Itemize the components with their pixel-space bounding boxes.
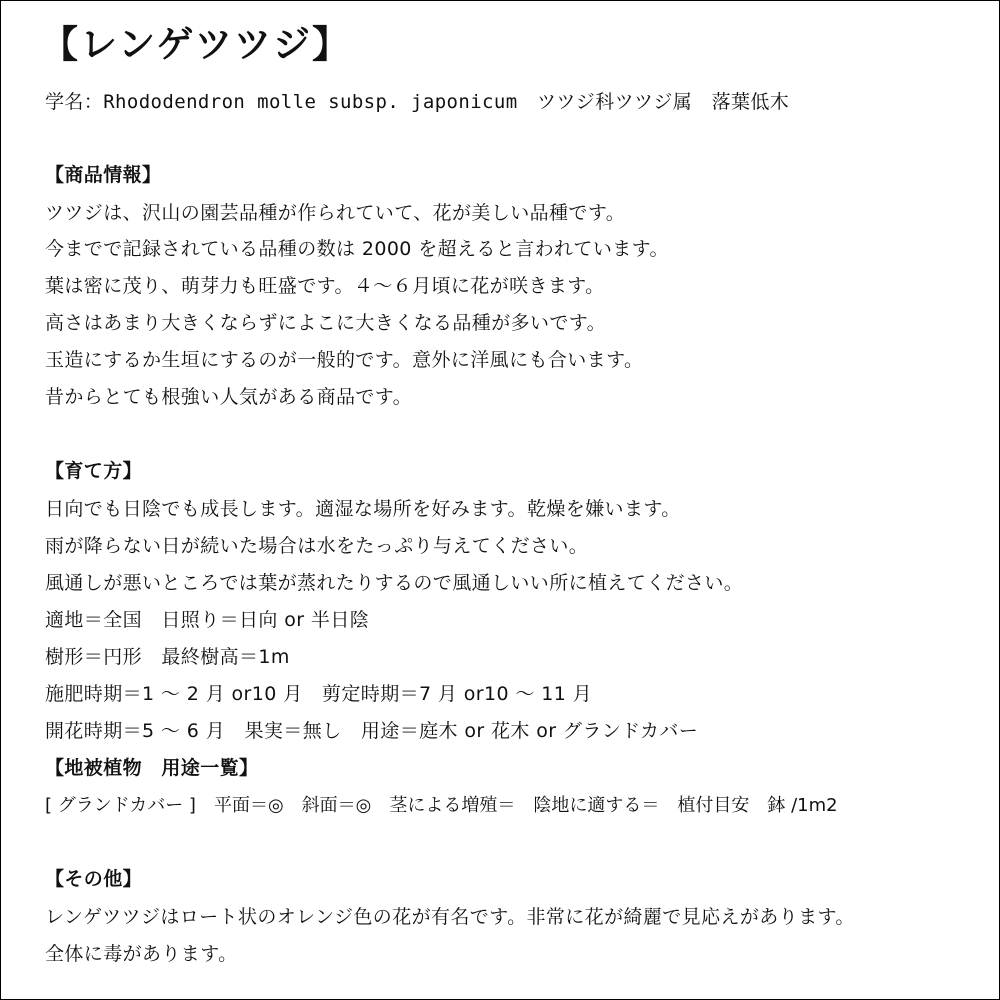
other-heading: 【その他】 bbox=[45, 868, 143, 890]
care-line: 風通しが悪いところでは葉が蒸れたりするので風通しいい所に植えてください。 bbox=[45, 572, 744, 594]
product-info-line: 玉造にするか生垣にするのが一般的です。意外に洋風にも合います。 bbox=[45, 349, 644, 371]
groundcover-heading: 【地被植物 用途一覧】 bbox=[45, 757, 259, 779]
care-line: 日向でも日陰でも成長します。適湿な場所を好みます。乾燥を嫌います。 bbox=[45, 498, 681, 520]
care-line: 開花時期＝5 ～ 6 月 果実＝無し 用途＝庭木 or 花木 or グランドカバー bbox=[45, 720, 699, 742]
product-info-line: 高さはあまり大きくならずによこに大きくなる品種が多いです。 bbox=[45, 312, 607, 334]
care-line: 適地＝全国 日照り＝日向 or 半日陰 bbox=[45, 609, 370, 631]
scientific-name-line: 学名：Rhododendron molle subsp. japonicum ツツジ科ツツジ属 落葉低木 bbox=[45, 91, 790, 113]
care-heading: 【育て方】 bbox=[45, 460, 143, 482]
care-line: 施肥時期＝1 ～ 2 月 or10 月 剪定時期＝7 月 or10 ～ 11 月 bbox=[45, 683, 593, 705]
other-line: レンゲツツジはロート状のオレンジ色の花が有名です。非常に花が綺麗で見応えがあります。 bbox=[45, 906, 855, 928]
care-line: 雨が降らない日が続いた場合は水をたっぷり与えてください。 bbox=[45, 535, 589, 557]
product-info-line: 葉は密に茂り、萌芽力も旺盛です。４～６月頃に花が咲きます。 bbox=[45, 275, 605, 297]
product-info-line: 今までで記録されている品種の数は 2000 を超えると言われています。 bbox=[45, 238, 669, 260]
product-info-line: ツツジは、沢山の園芸品種が作られていて、花が美しい品種です。 bbox=[45, 202, 626, 224]
product-info-line: 昔からとても根強い人気がある商品です。 bbox=[45, 386, 413, 408]
groundcover-line: [ グランドカバー ] 平面＝◎ 斜面＝◎ 茎による増殖＝ 陰地に適する＝ 植付目安 鉢 /1m2 bbox=[45, 795, 838, 816]
product-info-heading: 【商品情報】 bbox=[45, 164, 162, 186]
other-line: 全体に毒があります。 bbox=[45, 943, 238, 965]
page-title: 【レンゲツツジ】 bbox=[41, 23, 351, 66]
care-line: 樹形＝円形 最終樹高＝1m bbox=[45, 646, 290, 668]
